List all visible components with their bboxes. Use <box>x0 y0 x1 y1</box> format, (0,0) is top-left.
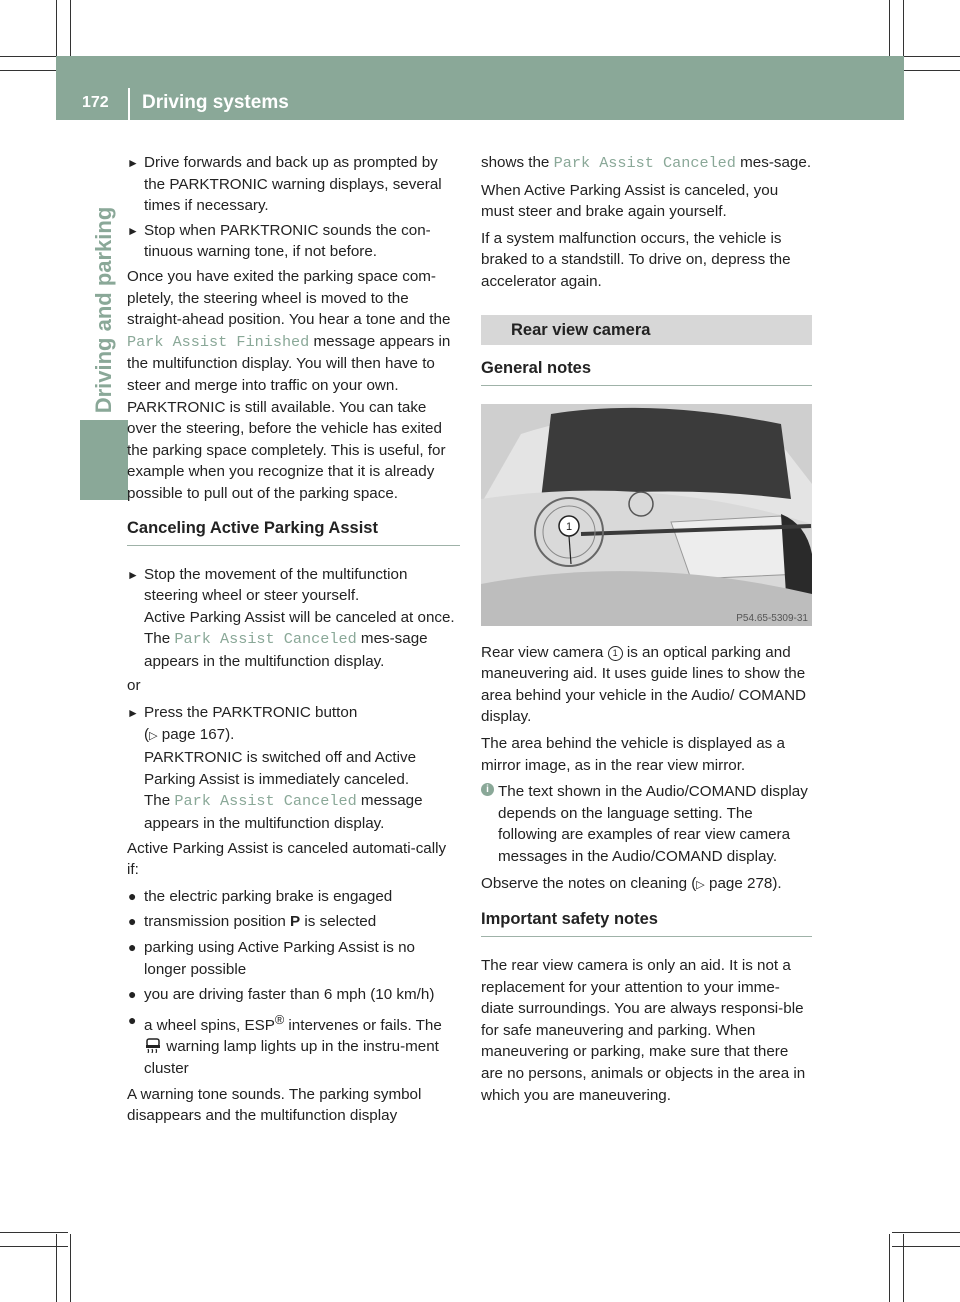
step-arrow-icon: ► <box>127 567 139 582</box>
page-number: 172 <box>82 94 109 111</box>
page-ref-icon: ▷ <box>696 878 705 891</box>
list-item: ● you are driving faster than 6 mph (10 km/h) <box>127 984 460 1006</box>
left-column <box>127 152 460 1132</box>
step-arrow-icon: ► <box>127 706 139 721</box>
paragraph: Rear view camera 1 is an optical parking and maneuvering aid. It uses guide lines to show the area behind your vehicle in the Audio/ COMAND display. <box>481 643 807 726</box>
right-column <box>481 152 812 1111</box>
heading-safety-notes: Important safety notes <box>481 908 812 937</box>
figure-callout: 1 <box>565 520 573 533</box>
crop-mark <box>70 1234 71 1302</box>
bullet-icon: ● <box>128 986 137 1003</box>
paragraph: A warning tone sounds. The parking symbol disappears and the multifunction display <box>127 1085 422 1125</box>
heading-canceling: Canceling Active Parking Assist <box>127 517 460 546</box>
list-item: ● transmission position P is selected <box>127 911 460 933</box>
side-tab-label: Driving and parking <box>91 206 116 414</box>
page-link[interactable]: page 278). <box>709 874 782 892</box>
instruction-step: ► Stop the movement of the multifunction steering wheel or steer yourself. Active Parking Assist will be canceled at once. The Park Assist Canceled mes-sage appears in the multifunction display. <box>127 565 455 670</box>
paragraph: shows the Park Assist Canceled mes-sage. <box>481 154 812 172</box>
instruction-step: ► Press the PARKTRONIC button (▷ page 167). PARKTRONIC is switched off and Active Parking Assist is immediately canceled. The Park Assist Canceled message appears in the multifunction display. <box>127 704 423 833</box>
step-arrow-icon: ► <box>127 223 139 238</box>
paragraph: If a system malfunction occurs, the vehicle is braked to a standstill. To drive on, depress the accelerator again. <box>481 229 791 290</box>
crop-mark <box>0 1246 68 1247</box>
car-rear-illustration <box>481 404 812 626</box>
list-item: ● parking using Active Parking Assist is no longer possible <box>128 939 415 978</box>
rear-camera-photo <box>481 404 812 626</box>
bullet-icon: ● <box>128 1011 137 1028</box>
paragraph: The rear view camera is only an aid. It is not a replacement for your attention to your imme-diate surroundings. You are always responsi-ble for safe maneuvering and parking. When maneuvering or parking, make sure that there are no persons, animals or objects in the area in which you are maneuvering. <box>481 957 806 1104</box>
figure-code: P54.65-5309-31 <box>736 612 808 624</box>
paragraph: Observe the notes on cleaning (▷ page 278). <box>481 874 782 892</box>
bullet-icon: ● <box>128 887 137 904</box>
page-ref-icon: ▷ <box>149 729 158 742</box>
side-tab-block <box>80 420 128 500</box>
paragraph: Active Parking Assist is canceled automati-cally if: <box>127 839 447 879</box>
crop-mark <box>892 1232 960 1233</box>
bullet-icon: ● <box>128 939 137 955</box>
info-icon: i <box>481 783 494 796</box>
paragraph: When Active Parking Assist is canceled, you must steer and brake again yourself. <box>481 181 779 221</box>
crop-mark <box>892 1246 960 1247</box>
callout-marker: 1 <box>608 646 623 661</box>
or-text: or <box>127 677 141 695</box>
paragraph: Once you have exited the parking space com-pletely, the steering wheel is moved to the straight-ahead position. You hear a tone and the Park Assist Finished message appears in the multifunction display. You will then have to steer and merge into traffic on your own. PARKTRONIC is still available. You can take over the steering, before the vehicle has exited the parking space completely. This is useful, for example when you recognize that it is already possible to pull out of the parking space. <box>127 267 451 502</box>
instruction-step: ► Stop when PARKTRONIC sounds the con-tinuous warning tone, if not before. <box>127 221 431 261</box>
crop-mark <box>903 1234 904 1302</box>
section-title: Driving systems <box>142 92 289 113</box>
list-item: ● a wheel spins, ESP® intervenes or fails. The warning lamp lights up in the instru-ment cluster <box>128 1011 442 1078</box>
info-note: i The text shown in the Audio/COMAND display depends on the language setting. The following are examples of rear view camera messages in the Audio/COMAND display. <box>481 781 812 867</box>
step-arrow-icon: ► <box>127 156 139 170</box>
skidding-car-icon <box>144 1037 162 1053</box>
header-divider <box>128 88 130 120</box>
display-message: Park Assist Canceled <box>174 630 357 649</box>
list-item: ● the electric parking brake is engaged <box>127 886 460 908</box>
crop-mark <box>56 1234 57 1302</box>
paragraph: The area behind the vehicle is displayed as a mirror image, as in the rear view mirror. <box>481 734 785 774</box>
crop-mark <box>889 1234 890 1302</box>
instruction-step: ► Drive forwards and back up as prompted by the PARKTRONIC warning displays, several times if necessary. <box>127 154 442 215</box>
page-link[interactable]: page 167). <box>161 725 235 743</box>
section-band: Rear view camera <box>481 315 812 345</box>
display-message: Park Assist Finished <box>127 332 310 351</box>
bullet-icon: ● <box>128 913 137 930</box>
crop-mark <box>0 1232 68 1233</box>
display-message: Park Assist Canceled <box>174 792 357 811</box>
heading-general-notes: General notes <box>481 357 812 386</box>
display-message: Park Assist Canceled <box>553 154 736 172</box>
